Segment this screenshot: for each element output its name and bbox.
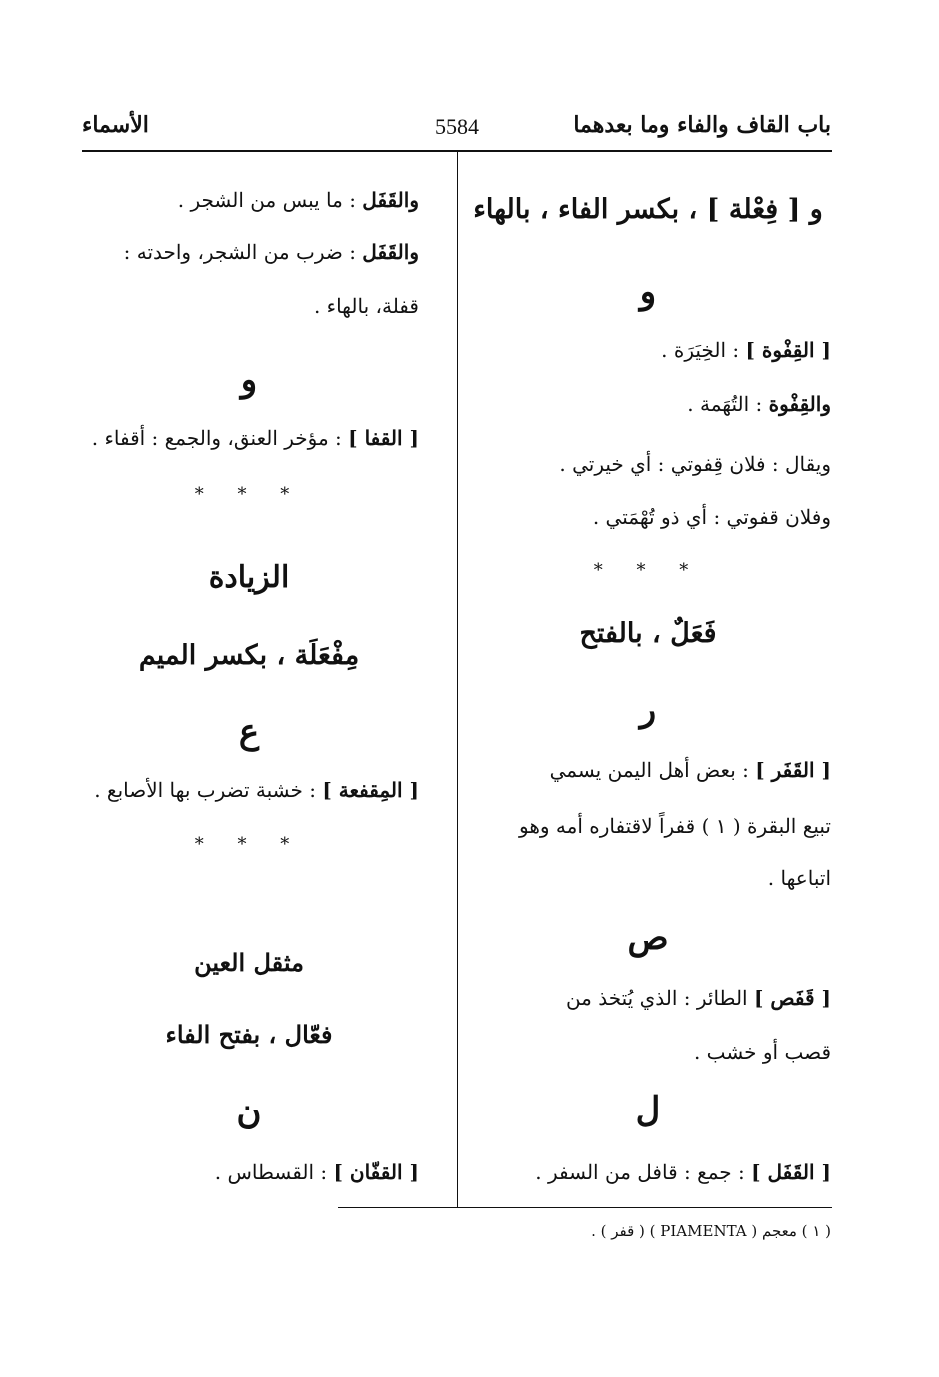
entry-qafal <box>465 1160 831 1184</box>
entry-definition: : مؤخر العنق، والجمع : أقفاء . <box>91 426 342 450</box>
heading-faal: فَعَلٌ ، بالفتح <box>579 618 717 649</box>
entry-definition: : ضرب من الشجر، واحدته : <box>123 240 356 264</box>
entry-qafas <box>465 986 831 1010</box>
heading-fila: و [ فِعْلة ] ، بكسر الفاء ، بالهاء <box>473 194 823 225</box>
entry-qafal-kind <box>79 240 419 264</box>
entry-term: [ قَفَص ] <box>753 986 831 1010</box>
letter-lam: ل <box>635 1090 661 1130</box>
entry-term: [ المِقفعة ] <box>322 778 419 802</box>
heading-zyada: الزيادة <box>208 560 290 595</box>
heading-muthaqqal: مثقل العين <box>194 948 304 977</box>
entry-term: والقَفَل <box>362 240 419 264</box>
letter-sad: ص <box>627 918 669 958</box>
entry-qafar-line2: تبيع البقرة ( ١ ) قفراً لاقتفاره أمه وهو <box>519 814 831 838</box>
entry-term: [ القِفْوة ] <box>745 338 831 362</box>
entry-qaffan <box>79 1160 419 1184</box>
entry-definition: : جمع : قافل من السفر . <box>535 1160 745 1184</box>
section-separator: * * * <box>194 484 304 505</box>
page-number: 5584 <box>435 114 479 139</box>
column-divider <box>457 152 458 1207</box>
entry-example-2: وفلان قفوتي : أي ذو تُهْمَتي . <box>592 505 831 529</box>
footnote-rule <box>338 1207 832 1208</box>
entry-definition: : بعض أهل اليمن يسمي <box>549 758 749 782</box>
entry-term: [ القَفَر ] <box>755 758 831 782</box>
entry-definition: : القسطاس . <box>214 1160 328 1184</box>
letter-ain: ع <box>238 712 260 752</box>
section-separator: * * * <box>593 560 703 581</box>
entry-qafar <box>465 758 831 782</box>
entry-qafar-line3: اتباعها . <box>767 866 831 890</box>
heading-mifala: مِفْعَلَة ، بكسر الميم <box>138 640 360 671</box>
entry-miqfaa <box>79 778 419 802</box>
entry-qafal-tree <box>79 188 419 212</box>
running-head-right: باب القاف والفاء وما بعدهما <box>573 112 831 138</box>
entry-term: والقِفْوة <box>768 392 831 416</box>
letter-waw-left: و <box>240 360 258 400</box>
entry-term: [ القفّان ] <box>333 1160 419 1184</box>
entry-term: [ القفا ] <box>348 426 419 450</box>
section-separator: * * * <box>194 834 304 855</box>
entry-definition: الطائر : الذي يُتخذ من <box>565 986 748 1010</box>
letter-waw: و <box>639 272 657 312</box>
letter-ra: ر <box>639 690 657 730</box>
entry-term: والقَفَل <box>362 188 419 212</box>
entry-qifwa-2 <box>465 392 831 416</box>
entry-qafal-kind-line2: قفلة، بالهاء . <box>313 294 419 318</box>
entry-definition: : ما يبس من الشجر . <box>177 188 356 212</box>
footnote: ( ١ ) معجم ( PIAMENTA ) ( قفر ) . <box>591 1222 831 1240</box>
entry-qifwa <box>465 338 831 362</box>
entry-definition: : خشبة تضرب بها الأصابع . <box>94 778 316 802</box>
entry-example-1: ويقال : فلان قِفوتي : أي خيرتي . <box>559 452 831 476</box>
entry-definition: : الخِيَرَة . <box>661 338 740 362</box>
running-head-left: الأسماء <box>82 112 149 138</box>
entry-term: [ القَفَل ] <box>751 1160 831 1184</box>
entry-definition: : التُهَمة . <box>687 392 763 416</box>
entry-qafa <box>79 426 419 450</box>
heading-fa33al: فعّال ، بفتح الفاء <box>165 1020 333 1049</box>
entry-qafas-line2: قصب أو خشب . <box>693 1040 831 1064</box>
letter-nun: ن <box>236 1092 262 1132</box>
